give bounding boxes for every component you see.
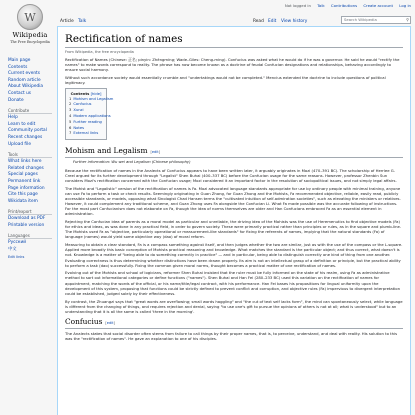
contribute-heading: Contribute [8,108,52,114]
sidebar-tools-item-2[interactable]: Special pages [8,172,38,178]
wordmark: Wikipedia [12,31,48,39]
hatnote: Further information: Wu wei and Legalism (Chinese philosophy) [73,160,191,165]
toc-label: Confucius [73,102,92,107]
tab-edit[interactable]: Edit [268,19,277,25]
page-title: Rectification of names [65,33,403,48]
tagline: The Free Encyclopedia [10,39,50,44]
language-item-1[interactable]: 中文 [8,247,17,253]
sidebar-contribute-item-1[interactable]: Learn to edit [8,121,36,127]
paragraph: Because the rectification of names in the Analects of Confucius appears to have been written later, it arguably originates in Mozi (470–391 BC). The scholarship of Herrlee G. Creel argued for its further development through "Legalist" Shen Buhai (400–337 BC) before the Confucian usage for the same reasons. However, professor Zhenbin Sun considers Mozi's rectification concerned with the Confucian usage; Mozi considered it an important factor in the resolution of sociopolitical issues, and not simply legal affairs. [65,167,397,183]
paragraph: Evolving out of the Mohists and school of logicians, reformer Shen Buhai insisted that the ruler must be fully informed on the state of his realm, using Fa as administrative method to sort out informational categories or define functions ("names"). Shen Buhai and Han Fei (280–233 BC) used this variation on the rectification of names for appointment, matching the words of the official, or his name/title/legal contract, with his performance. Han Fei bases his propositions for lingual uniformity upon the development of this system, proposing that functions could be strictly defined to prevent conflict and corruption, and objective rules (Fa) impervious to divergent interpretation could be established, judged solely by their effectiveness. [65,270,401,296]
talk-link[interactable]: Talk [317,3,325,8]
search-input[interactable] [341,16,411,24]
toc-label: Further reading [73,119,102,124]
sidebar [8,58,52,260]
sidebar-contribute-item-4[interactable]: Upload file [8,141,31,147]
toc-number: 4 [69,114,72,119]
toc-hide-toggle[interactable]: [hide] [90,91,102,96]
puzzle-globe-icon: W [17,4,43,30]
toc-title: Contents [70,91,90,96]
toc-item[interactable] [69,131,103,137]
toc-label: Mohism and Legalism [73,96,114,101]
toc-label: Modern applications [73,114,111,119]
toc-label: Xunzi [73,108,84,113]
lead-paragraph-1: Rectification of Names (Chinese: 正名; pinyin: Zhèngmíng; Wade–Giles: Cheng-ming). Confucius was asked what he would do if he was a governor. He said he would "rectify the names" to make words correspond to reality. The phrase has now become known as a doctrine of feudal Confucian designations and relationships, behaving accordingly to ensure social harmony. [65,56,400,73]
sidebar-contribute-item-3[interactable]: Recent changes [8,134,43,140]
edit-section-link[interactable]: [edit] [150,150,160,155]
create-account-link[interactable]: Create account [363,3,394,8]
paragraph: By contrast, the Zhuangzi says that "great words are overflowing; small words haggling" and "the cut of text self lacks form", the mind can spontaneously select, while language is different from the changing of things, and requires rejection and denial, saying "to use one's gift to pursue the opinions of others is not at all; what is understood" but to an understanding that it is all the same is called 'three in the morning'. [65,298,403,314]
sidebar-contribute-item-0[interactable]: Help [8,115,18,121]
sidebar-item-3[interactable]: Random article [8,77,41,83]
toc-number: 3 [69,108,72,113]
tools-heading: Tools [8,152,52,158]
paragraph: Measuring to obtain a clear standard, Fa is a compass something against itself, and then judges whether the two are similar, just as with the use of the compass or the L-square. Applied more broadly this basic conception of Mohists practical reasoning and knowledge. What matches the standard is the particular object; and thus correct, what doesn't is not. Knowledge is a matter of "being able to do something correctly in practice" — and in particular, being able to distinguish correctly one kind of thing from one another. Evaluating correctness is thus determining whether distinctions have been drawn properly. Its aim is not an intellectual grasp of a definition or principle, but the practical ability to perform a task (dao) successfully. Fixing the common given moral norms, thought becomes a practical matter of one rectification of names. [65,242,403,268]
contributions-link[interactable]: Contributions [330,3,358,8]
wikipedia-logo[interactable] [6,4,54,44]
sidebar-item-2[interactable]: Current events [8,71,40,77]
language-item-0[interactable]: Русский [8,240,27,246]
paragraph: The Mohist and "Legalistic" version of the rectification of names is Fa. Mozi advocated language standards appropriate for use by ordinary people with minimal training, anyone can use Fa to perform a task or check results. Seemingly originating in Guan Zhong, for Guan Zhong and the Mohists, Fa recommended objective, reliable, easily read, publicly accessible standards, or models, opposing what Sinologist Chad Hansen terms the "cultivated intuition of self-admiration societies", such as elevating the ministers or relatives. However, it could complement any traditional scheme, and Guan Zhong uses Fa alongside the Confucian Li. What Fa made possible was the accurate following of instructions. For the most part Confucianism does not elaborate on Fa, though the idea of norms themselves are older and Han Confucians embraced Fa as an essential element in administration. [65,185,401,217]
toc-number: 1 [69,96,72,101]
sidebar-item-4[interactable]: About Wikipedia [8,84,44,90]
site-sub: From Wikipedia, the free encyclopedia [65,49,134,54]
lead-paragraph-2: Without such accordance society would essentially crumble and "undertakings would not be completed." Mencius extended the doctrine to include questions of political legitimacy. [65,74,386,85]
toc-label: Notes [73,125,85,130]
personal-tools [280,3,411,8]
sidebar-tools-item-0[interactable]: What links here [8,159,42,165]
edit-links[interactable]: Edit links [8,254,25,259]
not-logged-in: Not logged in [284,3,311,8]
tab-view-history[interactable]: View history [281,19,308,25]
login-link[interactable]: Log in [399,3,411,8]
section-heading-confucius: Confucius [edit] [65,317,403,329]
sidebar-print-item-0[interactable]: Download as PDF [8,216,46,222]
languages-heading: Languages [8,233,52,239]
tab-talk[interactable]: Talk [78,19,87,25]
toc-number: 2 [69,102,72,107]
article-content [57,26,411,415]
table-of-contents [65,88,114,141]
paragraph: Rejecting the Confucian idea of parents as a moral model as particular and unreliable, the driving idea of the Mohists was the use of Heremenutics to find objective models (Fa) for ethics and ideas, as was done in any practical field, in order to govern society. These were primarily practical rather than principles or rules, as in the square and plumb-line. The Mohists used Fa as "objective, particularly operational or measurement-like standards" for fixing the referents of names, implying that the natural standards (Fa) of language (names) would yield some objective way (dao) of moral reform. [65,219,402,240]
search-placeholder: Search Wikipedia [344,16,377,22]
sidebar-print-item-1[interactable]: Printable version [8,222,45,228]
toc-label: External links [73,131,99,136]
sidebar-tools-item-6[interactable]: Wikidata item [8,198,38,204]
sidebar-contribute-item-2[interactable]: Community portal [8,128,47,134]
print-heading: Print/export [8,209,52,215]
sidebar-item-6[interactable]: Donate [8,97,24,103]
toc-number: 7 [69,131,72,136]
sidebar-tools-item-3[interactable]: Permanent link [8,178,41,184]
toc-number: 6 [69,125,72,130]
section-heading-mohism: Mohism and Legalism [edit] [65,146,403,158]
search-icon[interactable]: ⚲ [406,16,409,22]
tab-article[interactable]: Article [60,19,74,25]
toc-number: 5 [69,119,72,124]
sidebar-tools-item-4[interactable]: Page information [8,185,45,191]
sidebar-item-5[interactable]: Contact us [8,90,32,96]
sidebar-item-0[interactable]: Main page [8,58,31,63]
paragraph: The Analects states that social disorder often stems from failure to call things by their proper names, that is, to perceive, understand, and deal with reality. His solution to this was the "rectification of names". He gave an explanation to one of his disciples. [65,330,398,342]
edit-section-link[interactable]: [edit] [105,320,115,325]
sidebar-item-1[interactable]: Contents [8,64,28,70]
sidebar-tools-item-1[interactable]: Related changes [8,165,44,171]
sidebar-tools-item-5[interactable]: Cite this page [8,192,38,198]
tab-read[interactable]: Read [253,19,264,25]
